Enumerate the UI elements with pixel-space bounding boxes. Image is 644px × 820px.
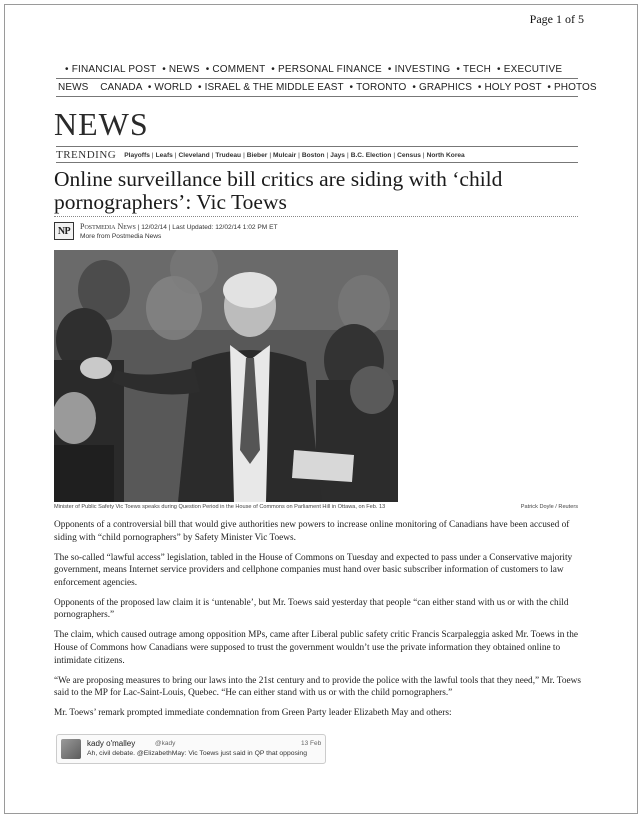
paragraph: The claim, which caused outrage among opposition MPs, came after Liberal public safety critic Francis Scarpaleggia asked Mr. Toews in the House of Commons how Canadians were supposed to trust the government wouldn’t use the private information they obtained online to intimidate citizens. <box>54 630 579 666</box>
nav-personal-finance[interactable]: PERSONAL FINANCE <box>277 64 382 75</box>
tweet-author-name[interactable]: kady o'malley <box>87 739 136 748</box>
caption-text: Minister of Public Safety Vic Toews speaks during Question Period in the House of Commons on Parliament Hill in Ottawa, on Feb. 13 <box>54 504 386 510</box>
nav2-toronto[interactable]: TORONTO <box>356 82 407 93</box>
nav2-canada[interactable]: CANADA <box>100 82 142 93</box>
paragraph: Mr. Toews’ remark prompted immediate condemnation from Green Party leader Elizabeth May and others: <box>54 708 452 719</box>
np-logo: NP <box>54 222 74 240</box>
trending-item[interactable]: Trudeau <box>215 151 242 159</box>
tweet-avatar <box>61 739 81 759</box>
nav-executive[interactable]: EXECUTIVE <box>503 64 563 75</box>
nav2-israel-middle-east[interactable]: ISRAEL & THE MIDDLE EAST <box>204 82 344 93</box>
section-title: NEWS <box>54 106 149 142</box>
paragraph: The so-called “lawful access” legislation, tabled in the House of Commons on Tuesday and expected to pass under a Conservative majority government, means Internet service providers and cellphone companies must hand over basic subscriber information of customers to law enforcement agencies. <box>54 552 573 588</box>
trending-item[interactable]: Jays <box>330 151 345 159</box>
trending-label: TRENDING <box>56 149 117 161</box>
byline-dateline: | 12/02/14 | Last Updated: 12/02/14 1:02 PM ET <box>135 224 278 231</box>
paragraph: “We are proposing measures to bring our laws into the 21st century and to provide the police with the lawful tools that they need,” Mr. Toews said to the MP for Lac-Saint-Louis, Quebec. “He can either stand with us or with the child pornographers.” <box>54 675 581 699</box>
photo-credit: Patrick Doyle / Reuters <box>520 504 578 510</box>
nav-divider <box>56 78 578 79</box>
article-headline: Online surveillance bill critics are siding with ‘child pornographers’: Vic Toews <box>54 167 503 214</box>
headline-divider <box>54 216 578 217</box>
nav-news[interactable]: NEWS <box>168 64 200 75</box>
more-from-link[interactable]: More from Postmedia News <box>80 233 162 240</box>
trending-divider-bottom <box>56 162 578 163</box>
trending-item[interactable]: Census <box>397 151 421 159</box>
primary-nav: • FINANCIAL POST • NEWS • COMMENT • PERSONAL FINANCE • INVESTING • TECH • EXECUTIVE <box>65 64 563 75</box>
nav-investing[interactable]: INVESTING <box>394 64 451 75</box>
photo-caption <box>54 504 578 510</box>
trending-item[interactable]: Playoffs <box>124 151 150 159</box>
nav2-world[interactable]: WORLD <box>154 82 193 93</box>
page-number: Page 1 of 5 <box>529 12 584 26</box>
nav-tech[interactable]: TECH <box>463 64 492 75</box>
embedded-tweet[interactable] <box>56 734 326 764</box>
tweet-text: Ah, civil debate. @ElizabethMay: Vic Toews just said in QP that opposing <box>87 750 307 757</box>
nav2-news[interactable]: NEWS <box>58 82 89 93</box>
trending-item[interactable]: Bieber <box>246 151 268 159</box>
tweet-date[interactable]: 13 Feb <box>301 740 322 747</box>
photo-illustration <box>54 250 398 502</box>
trending-item[interactable]: Cleveland <box>178 151 210 159</box>
trending-item[interactable]: Boston <box>301 151 325 159</box>
nav2-graphics[interactable]: GRAPHICS <box>418 82 472 93</box>
paragraph: Opponents of the proposed law claim it is ‘untenable’, but Mr. Toews said yesterday that people “can either stand with us or with the child pornographers.” <box>54 597 569 621</box>
byline-source[interactable]: Postmedia News <box>80 222 136 231</box>
trending-item[interactable]: Mulcair <box>273 151 297 159</box>
nav2-photos[interactable]: PHOTOS <box>554 82 597 93</box>
article-body <box>54 519 582 727</box>
trending-item[interactable]: North Korea <box>426 151 465 159</box>
nav-comment[interactable]: COMMENT <box>212 64 266 75</box>
trending-item[interactable]: B.C. Election <box>350 151 392 159</box>
nav-financial-post[interactable]: FINANCIAL POST <box>71 64 157 75</box>
byline <box>54 222 278 242</box>
trending-item[interactable]: Leafs <box>155 151 173 159</box>
article-photo <box>54 250 398 502</box>
trending-divider-top <box>56 146 578 147</box>
nav2-holy-post[interactable]: HOLY POST <box>484 82 542 93</box>
trending-items: Playoffs | Leafs | Cleveland | Trudeau | Bieber | Mulcair | Boston | Jays | B.C. Election | Census | North Korea <box>124 151 465 159</box>
tweet-handle[interactable]: @kady <box>155 740 176 747</box>
trending-bar <box>56 148 578 162</box>
nav-divider-bottom <box>56 96 578 97</box>
paragraph: Opponents of a controversial bill that would give authorities new powers to increase online monitoring of Canadians have been accused of siding with “child pornographers” by Safety Minister Vic Toews. <box>54 520 570 543</box>
secondary-nav: NEWS CANADA • WORLD • ISRAEL & THE MIDDLE EAST • TORONTO • GRAPHICS • HOLY POST • PHOTOS <box>58 82 597 93</box>
